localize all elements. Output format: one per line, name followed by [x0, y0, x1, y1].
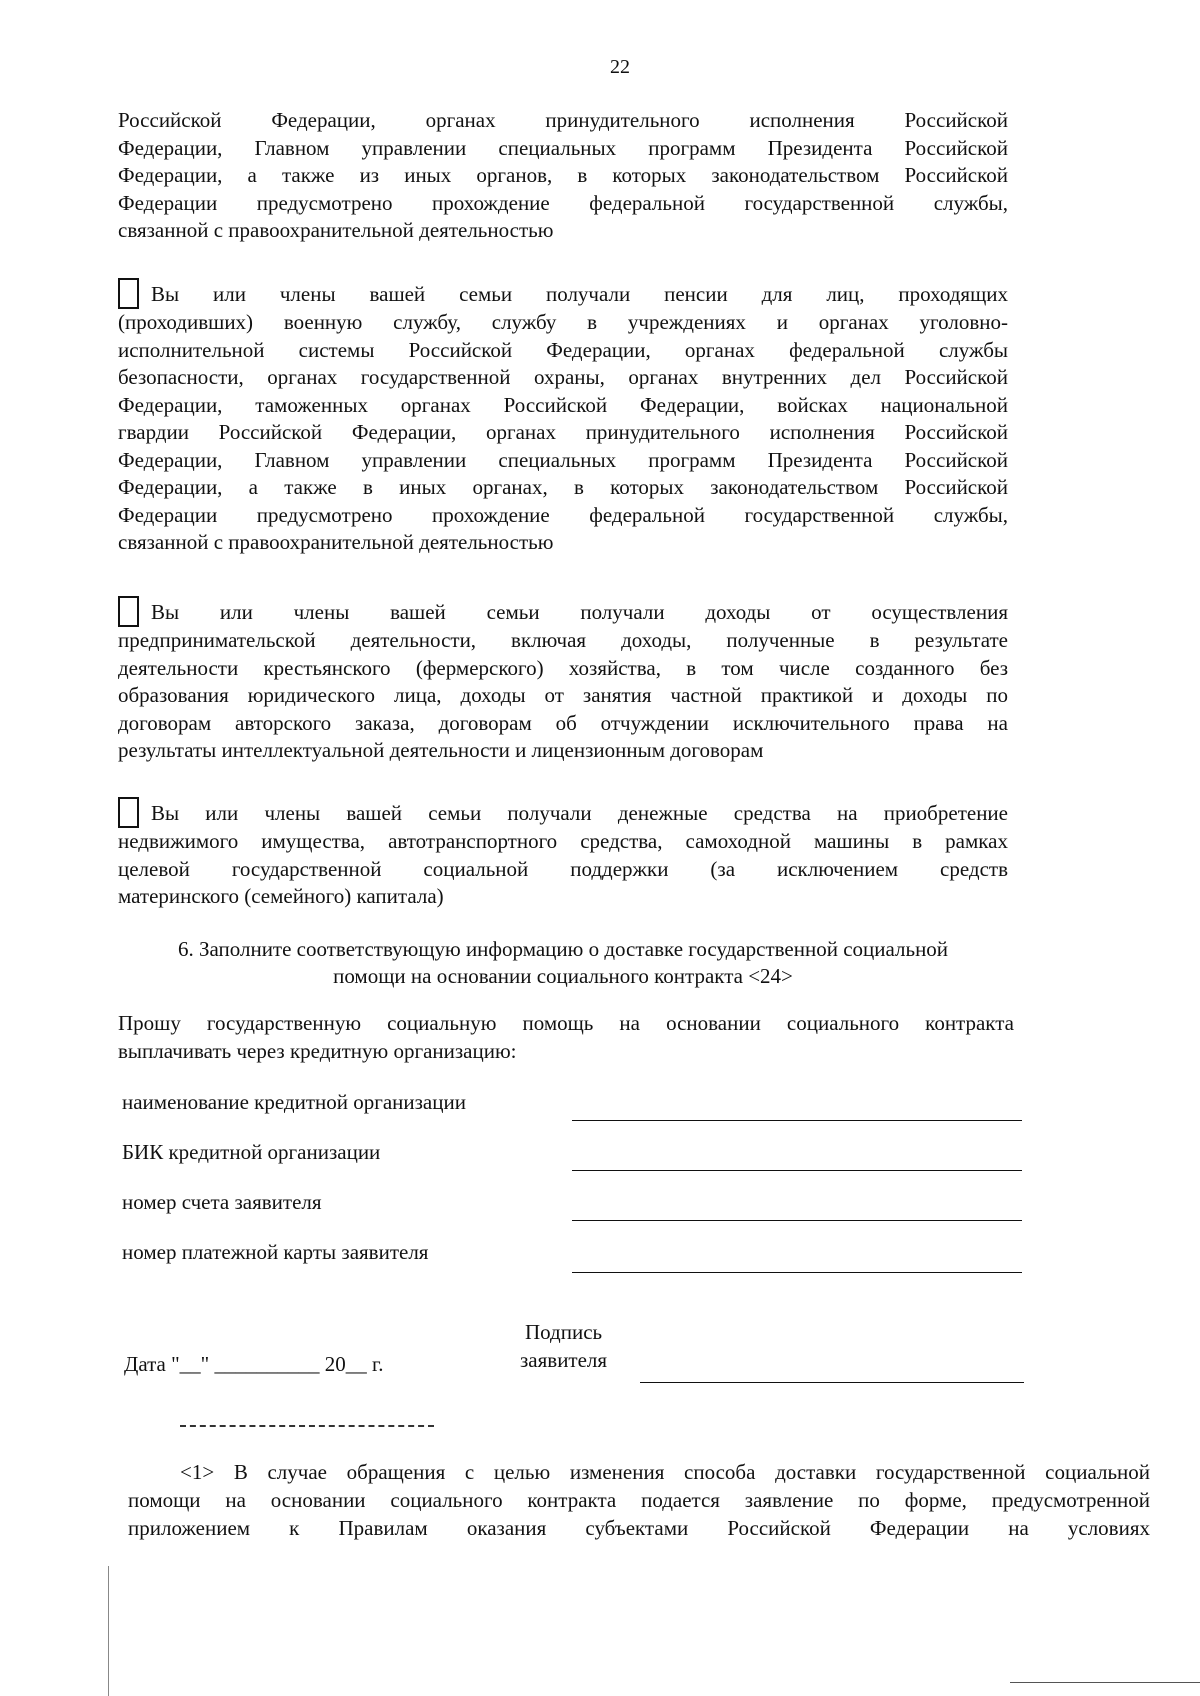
- text-line: результаты интеллектуальной деятельности и лицензионным договорам: [118, 738, 764, 762]
- text-line: Федерации, а также из иных органов, в которых законодательством Российской: [118, 163, 1008, 187]
- text-line: безопасности, органах государственной охраны, органах внутренних дел Российской: [118, 365, 1008, 389]
- text-line: Российской Федерации, органах принудительного исполнения Российской: [118, 108, 1008, 132]
- page-number: 22: [610, 56, 630, 78]
- text-line: <1> В случае обращения с целью изменения способа доставки государственной социальной: [180, 1460, 1150, 1484]
- account-number-input[interactable]: [572, 1220, 1022, 1221]
- heading-line: 6. Заполните соответствующую информацию о доставке государственной социальной: [177, 937, 949, 961]
- text-line-first: [118, 797, 1008, 828]
- section-6-heading: [118, 936, 1008, 990]
- signature-label-line: заявителя: [520, 1348, 608, 1372]
- signature-label: [520, 1318, 607, 1374]
- text-line-first: [118, 278, 1008, 309]
- text-line: Вы или члены вашей семьи получали пенсии для лиц, проходящих: [151, 282, 1008, 306]
- footnote-1: [128, 1458, 1150, 1542]
- date-field[interactable]: Дата "__" __________ 20__ г.: [124, 1352, 384, 1376]
- card-number-input[interactable]: [572, 1272, 1022, 1273]
- scan-margin-line: [108, 1566, 109, 1696]
- text-line: материнского (семейного) капитала): [118, 884, 444, 908]
- text-line: предпринимательской деятельности, включая доходы, полученные в результате: [118, 628, 1008, 652]
- bik-input[interactable]: [572, 1170, 1022, 1171]
- text-line: целевой государственной социальной поддержки (за исключением средств: [118, 856, 1008, 881]
- footnote-separator: [180, 1425, 434, 1427]
- heading-line: помощи на основании социального контракта <24>: [333, 964, 793, 988]
- account-number-label: номер счета заявителя: [122, 1190, 322, 1214]
- text-line: приложением к Правилам оказания субъектами Российской Федерации на условиях: [128, 1516, 1150, 1540]
- text-line: недвижимого имущества, автотранспортного средства, самоходной машины в рамках: [118, 829, 1008, 853]
- text-line: Федерации, Главном управлении специальных программ Президента Российской: [118, 135, 1008, 160]
- text-line: гвардии Российской Федерации, органах принудительного исполнения Российской: [118, 420, 1008, 444]
- delivery-request-paragraph: [118, 1010, 1014, 1065]
- text-line: Прошу государственную социальную помощь на основании социального контракта: [118, 1011, 1014, 1035]
- paragraph-pensions: [118, 278, 1008, 557]
- text-line: связанной с правоохранительной деятельностью: [118, 530, 554, 554]
- card-number-label: номер платежной карты заявителя: [122, 1240, 429, 1264]
- bank-name-input[interactable]: [572, 1120, 1022, 1121]
- bank-name-label: наименование кредитной организации: [122, 1090, 466, 1114]
- signature-input[interactable]: [640, 1382, 1024, 1383]
- pensions-checkbox[interactable]: [118, 278, 139, 309]
- text-line: Федерации, таможенных органах Российской Федерации, войсках национальной: [118, 392, 1008, 417]
- business-income-checkbox[interactable]: [118, 596, 139, 627]
- signature-label-line: Подпись: [524, 1320, 603, 1344]
- text-line: выплачивать через кредитную организацию:: [118, 1038, 517, 1063]
- text-line: Федерации предусмотрено прохождение федеральной государственной службы,: [118, 502, 1008, 527]
- text-line: договорам авторского заказа, договорам об отчуждении исключительного права на: [118, 710, 1008, 735]
- paragraph-state-support-funds: [118, 797, 1008, 911]
- text-line: Вы или члены вашей семьи получали доходы от осуществления: [151, 600, 1008, 624]
- bik-label: БИК кредитной организации: [122, 1140, 381, 1164]
- text-line: Вы или члены вашей семьи получали денежные средства на приобретение: [151, 801, 1008, 825]
- paragraph-business-income: [118, 596, 1008, 765]
- scan-bottom-line: [1010, 1682, 1200, 1683]
- text-line: Федерации, Главном управлении специальных программ Президента Российской: [118, 447, 1008, 472]
- paragraph-law-enforcement-bodies: [118, 107, 1008, 245]
- text-line: образования юридического лица, доходы от занятия частной практикой и доходы по: [118, 683, 1008, 707]
- text-line: Федерации предусмотрено прохождение федеральной государственной службы,: [118, 190, 1008, 215]
- text-line: связанной с правоохранительной деятельностью: [118, 218, 554, 242]
- text-line: исполнительной системы Российской Федерации, органах федеральной службы: [118, 337, 1008, 362]
- text-line: помощи на основании социального контракта подается заявление по форме, предусмотренной: [128, 1488, 1150, 1512]
- state-support-checkbox[interactable]: [118, 797, 139, 828]
- text-line: деятельности крестьянского (фермерского) хозяйства, в том числе созданного без: [118, 655, 1008, 680]
- text-line-first: [118, 596, 1008, 627]
- text-line: (проходивших) военную службу, службу в учреждениях и органах уголовно-: [118, 310, 1008, 334]
- text-line: Федерации, а также в иных органах, в которых законодательством Российской: [118, 475, 1008, 499]
